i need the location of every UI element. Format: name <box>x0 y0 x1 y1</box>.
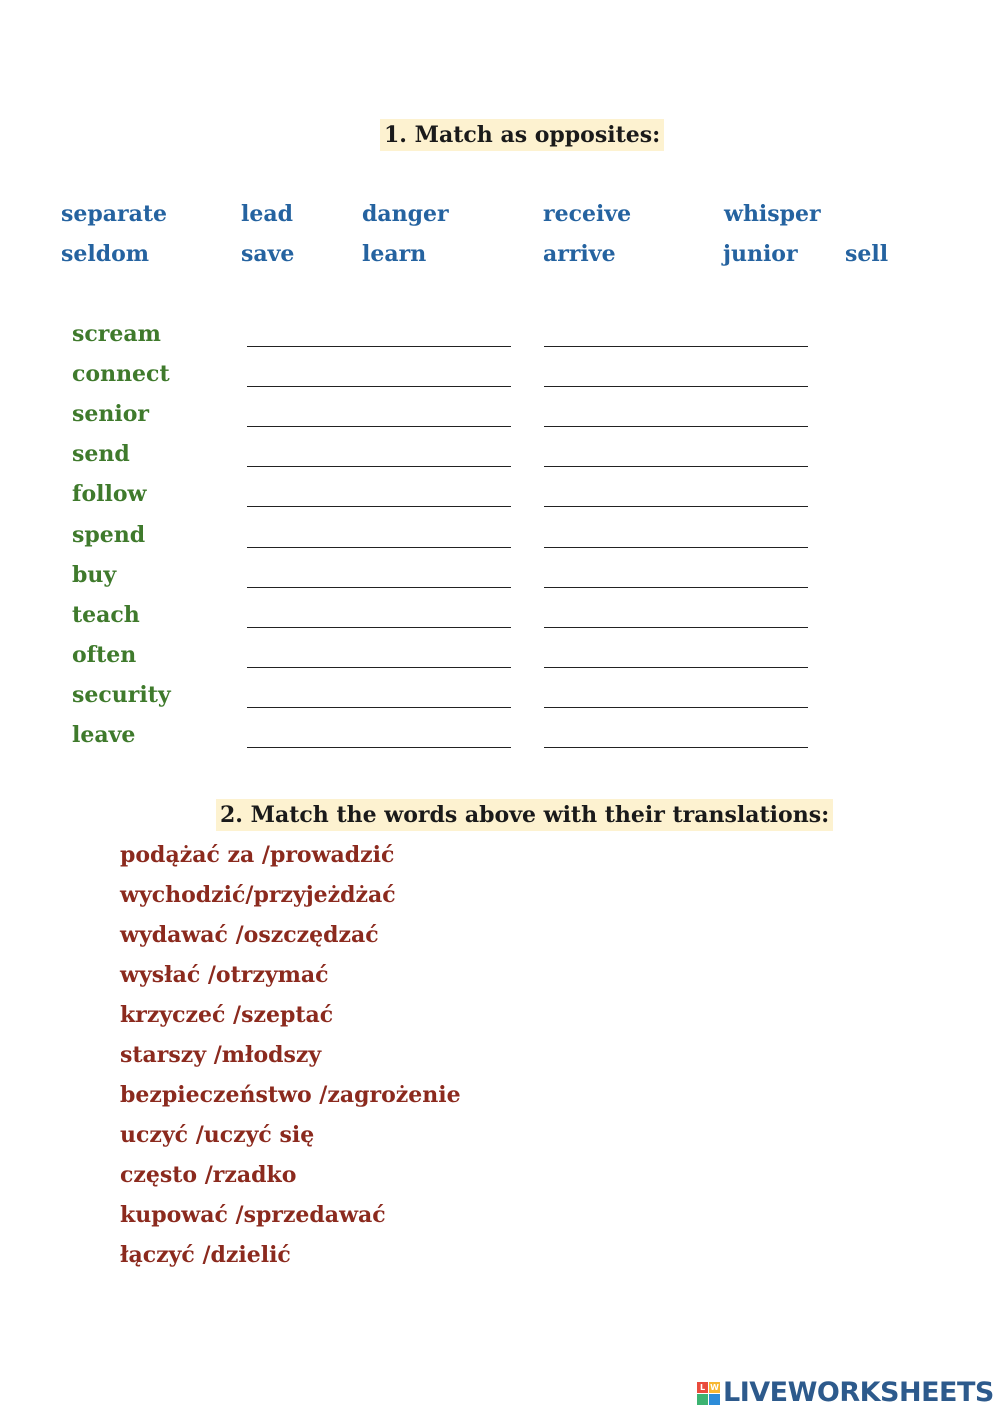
logo-mark-icon <box>697 1382 720 1405</box>
logo-square <box>697 1394 708 1405</box>
bank-word: whisper <box>724 201 821 227</box>
opposite-word: security <box>72 682 171 708</box>
translation-item: wychodzić/przyjeżdżać <box>120 882 396 908</box>
answer-blank-2[interactable] <box>544 346 808 347</box>
logo-square: L <box>697 1382 708 1393</box>
opposite-row <box>72 681 832 711</box>
translation-item: kupować /sprzedawać <box>120 1202 386 1228</box>
answer-blank-2[interactable] <box>544 426 808 427</box>
bank-word: danger <box>362 201 449 227</box>
answer-blank-1[interactable] <box>247 346 511 347</box>
exercise-2-heading: 2. Match the words above with their translations: <box>216 799 833 831</box>
opposite-row <box>72 400 832 430</box>
opposite-row <box>72 320 832 350</box>
answer-blank-1[interactable] <box>247 667 511 668</box>
answer-blank-2[interactable] <box>544 386 808 387</box>
opposite-word: send <box>72 441 130 467</box>
bank-word: lead <box>241 201 293 227</box>
opposite-row <box>72 480 832 510</box>
opposite-word: often <box>72 642 137 668</box>
translation-item: wydawać /oszczędzać <box>120 922 379 948</box>
logo-square <box>709 1394 720 1405</box>
opposite-word: scream <box>72 321 161 347</box>
opposite-word: spend <box>72 522 146 548</box>
answer-blank-1[interactable] <box>247 747 511 748</box>
answer-blank-2[interactable] <box>544 627 808 628</box>
exercise-1-heading: 1. Match as opposites: <box>380 119 664 151</box>
translation-item: łączyć /dzielić <box>120 1242 291 1268</box>
opposite-word: teach <box>72 602 140 628</box>
answer-blank-2[interactable] <box>544 667 808 668</box>
opposite-word: leave <box>72 722 136 748</box>
translation-item: często /rzadko <box>120 1162 297 1188</box>
answer-blank-2[interactable] <box>544 506 808 507</box>
opposite-row <box>72 360 832 390</box>
answer-blank-1[interactable] <box>247 707 511 708</box>
opposite-word: senior <box>72 401 149 427</box>
answer-blank-1[interactable] <box>247 386 511 387</box>
opposite-row <box>72 561 832 591</box>
translation-item: wysłać /otrzymać <box>120 962 329 988</box>
answer-blank-2[interactable] <box>544 707 808 708</box>
opposite-row <box>72 440 832 470</box>
bank-word: sell <box>845 241 889 267</box>
liveworksheets-logo <box>697 1377 994 1409</box>
opposite-row <box>72 721 832 751</box>
bank-word: receive <box>543 201 632 227</box>
answer-blank-2[interactable] <box>544 747 808 748</box>
opposite-word: connect <box>72 361 170 387</box>
logo-square: W <box>710 1382 719 1392</box>
answer-blank-1[interactable] <box>247 587 511 588</box>
bank-word: arrive <box>543 241 616 267</box>
opposite-row <box>72 641 832 671</box>
translation-item: podążać za /prowadzić <box>120 842 395 868</box>
translation-item: starszy /młodszy <box>120 1042 322 1068</box>
answer-blank-2[interactable] <box>544 547 808 548</box>
answer-blank-1[interactable] <box>247 426 511 427</box>
answer-blank-1[interactable] <box>247 466 511 467</box>
translation-item: uczyć /uczyć się <box>120 1122 315 1148</box>
bank-word: learn <box>362 241 427 267</box>
opposite-row <box>72 521 832 551</box>
bank-word: seldom <box>61 241 150 267</box>
translation-item: krzyczeć /szeptać <box>120 1002 334 1028</box>
opposite-word: follow <box>72 481 147 507</box>
opposite-word: buy <box>72 562 117 588</box>
bank-word: save <box>241 241 295 267</box>
answer-blank-1[interactable] <box>247 506 511 507</box>
logo-text: LIVEWORKSHEETS <box>723 1377 994 1408</box>
translation-item: bezpieczeństwo /zagrożenie <box>120 1082 461 1108</box>
answer-blank-2[interactable] <box>544 466 808 467</box>
answer-blank-2[interactable] <box>544 587 808 588</box>
answer-blank-1[interactable] <box>247 627 511 628</box>
opposite-row <box>72 601 832 631</box>
bank-word: separate <box>61 201 168 227</box>
answer-blank-1[interactable] <box>247 547 511 548</box>
bank-word: junior <box>723 241 798 267</box>
